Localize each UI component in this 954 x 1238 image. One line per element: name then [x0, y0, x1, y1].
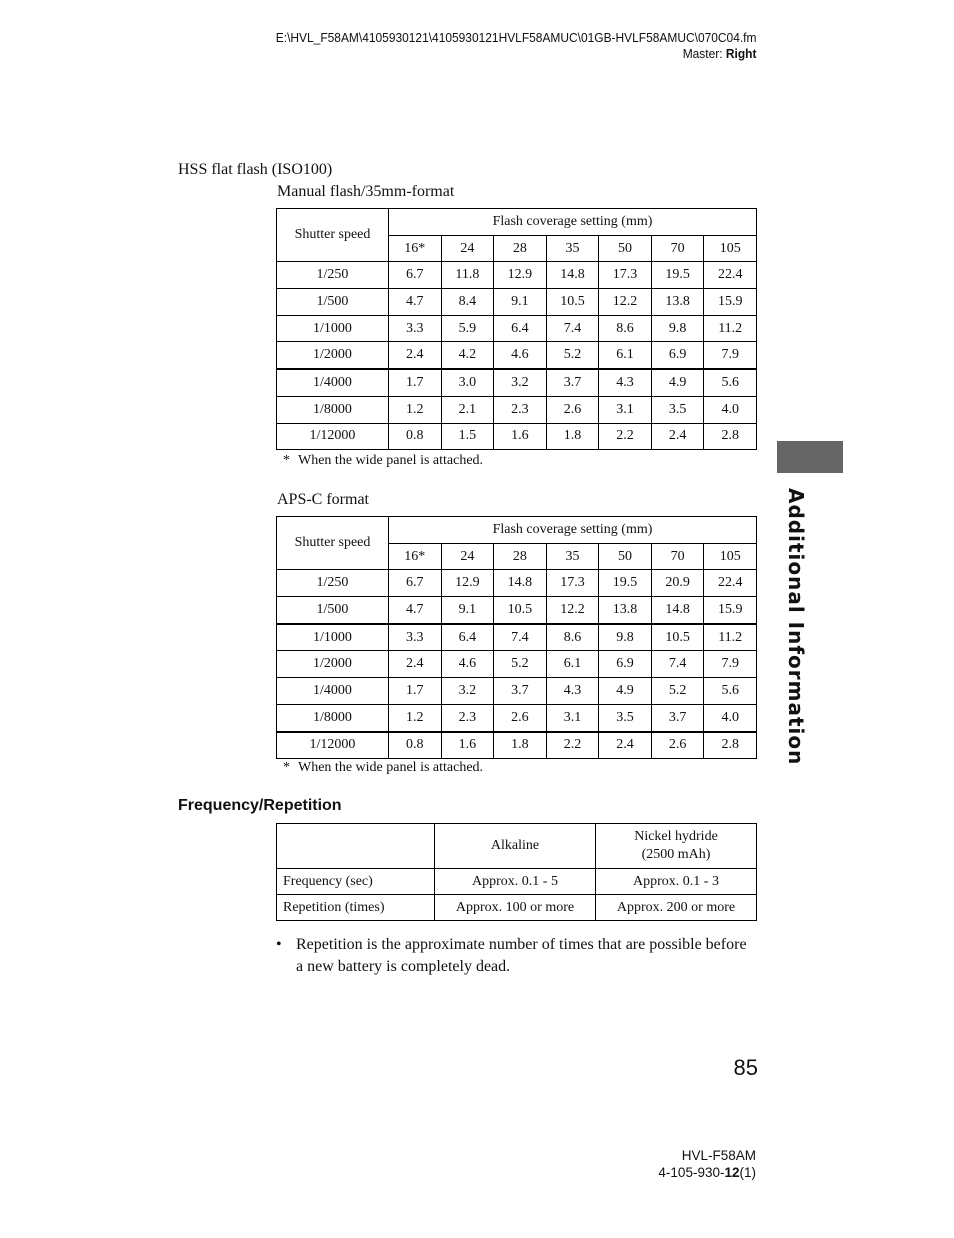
- value-cell: 11.2: [704, 315, 757, 342]
- value-cell: 13.8: [599, 597, 652, 624]
- table-row: [277, 262, 757, 289]
- value-cell: 3.1: [546, 704, 599, 731]
- table-row: [277, 289, 757, 316]
- shutter-speed-cell: 1/12000: [277, 732, 389, 759]
- shutter-speed-cell: 1/12000: [277, 423, 389, 450]
- value-cell: 1.7: [389, 678, 442, 705]
- note-text: When the wide panel is attached.: [298, 453, 484, 468]
- value-cell: 17.3: [599, 262, 652, 289]
- shutter-speed-cell: 1/1000: [277, 624, 389, 651]
- value-cell: 10.5: [494, 597, 547, 624]
- value-cell: 13.8: [651, 289, 704, 316]
- value-cell: 1.2: [389, 396, 442, 423]
- value-cell: 20.9: [651, 570, 704, 597]
- table-row: [277, 369, 757, 396]
- value-cell: 6.9: [599, 651, 652, 678]
- shutter-speed-cell: 1/250: [277, 570, 389, 597]
- value-cell: 4.7: [389, 597, 442, 624]
- table-row: [277, 895, 757, 921]
- value-cell: 8.4: [441, 289, 494, 316]
- footer-code: [658, 1164, 756, 1181]
- value-cell: 22.4: [704, 570, 757, 597]
- value-cell: 6.1: [546, 651, 599, 678]
- value-cell: 4.3: [546, 678, 599, 705]
- value-cell: 3.7: [651, 704, 704, 731]
- coverage-header: Flash coverage setting (mm): [389, 517, 757, 544]
- nimh-value: Approx. 200 or more: [596, 895, 757, 921]
- footer: [658, 1147, 756, 1181]
- value-cell: 11.8: [441, 262, 494, 289]
- value-cell: 12.9: [494, 262, 547, 289]
- value-cell: 5.9: [441, 315, 494, 342]
- value-cell: 7.4: [546, 315, 599, 342]
- frequency-table: [276, 823, 757, 921]
- code-prefix: 4-105-930-: [658, 1165, 725, 1180]
- column-header: 50: [599, 235, 652, 262]
- value-cell: 7.9: [704, 342, 757, 369]
- value-cell: 6.1: [599, 342, 652, 369]
- nimh-header: [596, 824, 757, 869]
- table-row: [277, 704, 757, 731]
- side-section-label: Additional Information: [784, 488, 808, 766]
- value-cell: 7.4: [651, 651, 704, 678]
- repetition-bullet: [276, 934, 756, 978]
- value-cell: 4.0: [704, 704, 757, 731]
- value-cell: 2.8: [704, 732, 757, 759]
- value-cell: 6.7: [389, 262, 442, 289]
- column-header: 24: [441, 235, 494, 262]
- value-cell: 1.8: [546, 423, 599, 450]
- column-header: 105: [704, 543, 757, 570]
- column-header: 70: [651, 543, 704, 570]
- table-row: [277, 732, 757, 759]
- table-row: [277, 423, 757, 450]
- value-cell: 2.4: [389, 651, 442, 678]
- value-cell: 11.2: [704, 624, 757, 651]
- value-cell: 2.6: [651, 732, 704, 759]
- column-header: 50: [599, 543, 652, 570]
- value-cell: 19.5: [651, 262, 704, 289]
- value-cell: 1.6: [441, 732, 494, 759]
- column-header: 16*: [389, 235, 442, 262]
- value-cell: 14.8: [651, 597, 704, 624]
- value-cell: 4.2: [441, 342, 494, 369]
- column-header: 70: [651, 235, 704, 262]
- master-value: Right: [725, 46, 756, 61]
- value-cell: 5.2: [651, 678, 704, 705]
- value-cell: 4.6: [441, 651, 494, 678]
- column-header: 16*: [389, 543, 442, 570]
- value-cell: 4.6: [494, 342, 547, 369]
- column-header: 35: [546, 235, 599, 262]
- value-cell: 9.8: [651, 315, 704, 342]
- nimh-header-line2: (2500 mAh): [641, 847, 711, 862]
- shutter-speed-cell: 1/2000: [277, 651, 389, 678]
- bullet-mark: •: [276, 936, 282, 953]
- value-cell: 4.9: [651, 369, 704, 396]
- page-number: 85: [733, 1055, 758, 1080]
- empty-corner-cell: [277, 824, 435, 869]
- column-header: 105: [704, 235, 757, 262]
- value-cell: 0.8: [389, 732, 442, 759]
- alkaline-value: Approx. 100 or more: [435, 895, 596, 921]
- table-row: [277, 570, 757, 597]
- value-cell: 14.8: [546, 262, 599, 289]
- shutter-speed-cell: 1/500: [277, 597, 389, 624]
- value-cell: 8.6: [546, 624, 599, 651]
- table-row: [277, 624, 757, 651]
- shutter-speed-header: Shutter speed: [277, 517, 389, 570]
- value-cell: 1.7: [389, 369, 442, 396]
- value-cell: 5.2: [546, 342, 599, 369]
- value-cell: 15.9: [704, 289, 757, 316]
- alkaline-value: Approx. 0.1 - 5: [435, 869, 596, 895]
- value-cell: 6.4: [494, 315, 547, 342]
- value-cell: 12.2: [546, 597, 599, 624]
- value-cell: 1.6: [494, 423, 547, 450]
- table-row: [277, 597, 757, 624]
- value-cell: 3.1: [599, 396, 652, 423]
- value-cell: 2.6: [546, 396, 599, 423]
- value-cell: 1.2: [389, 704, 442, 731]
- value-cell: 2.3: [441, 704, 494, 731]
- file-header: [275, 30, 756, 62]
- shutter-speed-cell: 1/2000: [277, 342, 389, 369]
- value-cell: 6.7: [389, 570, 442, 597]
- table-row: [277, 651, 757, 678]
- row-label: Repetition (times): [277, 895, 435, 921]
- column-header: 28: [494, 543, 547, 570]
- value-cell: 0.8: [389, 423, 442, 450]
- value-cell: 3.7: [546, 369, 599, 396]
- apsc-note: [283, 760, 483, 776]
- value-cell: 2.3: [494, 396, 547, 423]
- footer-model: HVL-F58AM: [681, 1148, 756, 1163]
- alkaline-header: Alkaline: [435, 824, 596, 869]
- value-cell: 3.0: [441, 369, 494, 396]
- shutter-speed-cell: 1/500: [277, 289, 389, 316]
- manual-note: [283, 453, 483, 469]
- code-suffix: (1): [739, 1165, 756, 1180]
- nimh-value: Approx. 0.1 - 3: [596, 869, 757, 895]
- value-cell: 2.4: [389, 342, 442, 369]
- value-cell: 5.2: [494, 651, 547, 678]
- value-cell: 3.7: [494, 678, 547, 705]
- value-cell: 14.8: [494, 570, 547, 597]
- column-header: 35: [546, 543, 599, 570]
- table-row: [277, 342, 757, 369]
- value-cell: 7.9: [704, 651, 757, 678]
- value-cell: 3.3: [389, 315, 442, 342]
- table-row: [277, 315, 757, 342]
- value-cell: 4.3: [599, 369, 652, 396]
- value-cell: 6.9: [651, 342, 704, 369]
- coverage-header: Flash coverage setting (mm): [389, 209, 757, 236]
- shutter-speed-cell: 1/4000: [277, 678, 389, 705]
- value-cell: 17.3: [546, 570, 599, 597]
- value-cell: 9.1: [441, 597, 494, 624]
- value-cell: 12.9: [441, 570, 494, 597]
- value-cell: 15.9: [704, 597, 757, 624]
- value-cell: 2.8: [704, 423, 757, 450]
- apsc-table: [276, 516, 757, 759]
- value-cell: 1.8: [494, 732, 547, 759]
- value-cell: 10.5: [651, 624, 704, 651]
- value-cell: 10.5: [546, 289, 599, 316]
- bullet-text: Repetition is the approximate number of times that are possible before a new battery is completely dead.: [296, 936, 747, 975]
- nimh-header-line1: Nickel hydride: [634, 829, 718, 844]
- value-cell: 3.5: [651, 396, 704, 423]
- frequency-title: Frequency/Repetition: [178, 797, 342, 814]
- note-star: *: [283, 760, 290, 775]
- code-bold: 12: [724, 1165, 740, 1180]
- value-cell: 2.2: [599, 423, 652, 450]
- shutter-speed-cell: 1/4000: [277, 369, 389, 396]
- value-cell: 5.6: [704, 678, 757, 705]
- table-row: [277, 396, 757, 423]
- table-row: [277, 678, 757, 705]
- value-cell: 22.4: [704, 262, 757, 289]
- value-cell: 3.3: [389, 624, 442, 651]
- value-cell: 2.1: [441, 396, 494, 423]
- value-cell: 6.4: [441, 624, 494, 651]
- shutter-speed-cell: 1/1000: [277, 315, 389, 342]
- value-cell: 12.2: [599, 289, 652, 316]
- hss-title: HSS flat flash (ISO100): [178, 161, 333, 178]
- note-star: *: [283, 453, 290, 468]
- master-label: Master:: [682, 46, 723, 61]
- shutter-speed-cell: 1/8000: [277, 704, 389, 731]
- value-cell: 9.1: [494, 289, 547, 316]
- shutter-speed-header: Shutter speed: [277, 209, 389, 262]
- manual-table: [276, 208, 757, 450]
- shutter-speed-cell: 1/250: [277, 262, 389, 289]
- row-label: Frequency (sec): [277, 869, 435, 895]
- column-header: 24: [441, 543, 494, 570]
- value-cell: 2.6: [494, 704, 547, 731]
- value-cell: 1.5: [441, 423, 494, 450]
- file-path: E:\HVL_F58AM\4105930121\4105930121HVLF58AMUC\01GB-HVLF58AMUC\070C04.fm: [275, 30, 756, 45]
- value-cell: 4.0: [704, 396, 757, 423]
- column-header: 28: [494, 235, 547, 262]
- note-text: When the wide panel is attached.: [298, 760, 484, 775]
- value-cell: 3.2: [441, 678, 494, 705]
- table-row: [277, 869, 757, 895]
- master-line: [275, 46, 756, 62]
- value-cell: 2.4: [651, 423, 704, 450]
- value-cell: 8.6: [599, 315, 652, 342]
- value-cell: 7.4: [494, 624, 547, 651]
- value-cell: 5.6: [704, 369, 757, 396]
- apsc-title: APS-C format: [277, 491, 369, 508]
- value-cell: 2.4: [599, 732, 652, 759]
- shutter-speed-cell: 1/8000: [277, 396, 389, 423]
- value-cell: 4.9: [599, 678, 652, 705]
- value-cell: 3.5: [599, 704, 652, 731]
- manual-title: Manual flash/35mm-format: [277, 183, 455, 200]
- value-cell: 2.2: [546, 732, 599, 759]
- value-cell: 19.5: [599, 570, 652, 597]
- value-cell: 9.8: [599, 624, 652, 651]
- value-cell: 3.2: [494, 369, 547, 396]
- value-cell: 4.7: [389, 289, 442, 316]
- section-tab: [777, 441, 843, 473]
